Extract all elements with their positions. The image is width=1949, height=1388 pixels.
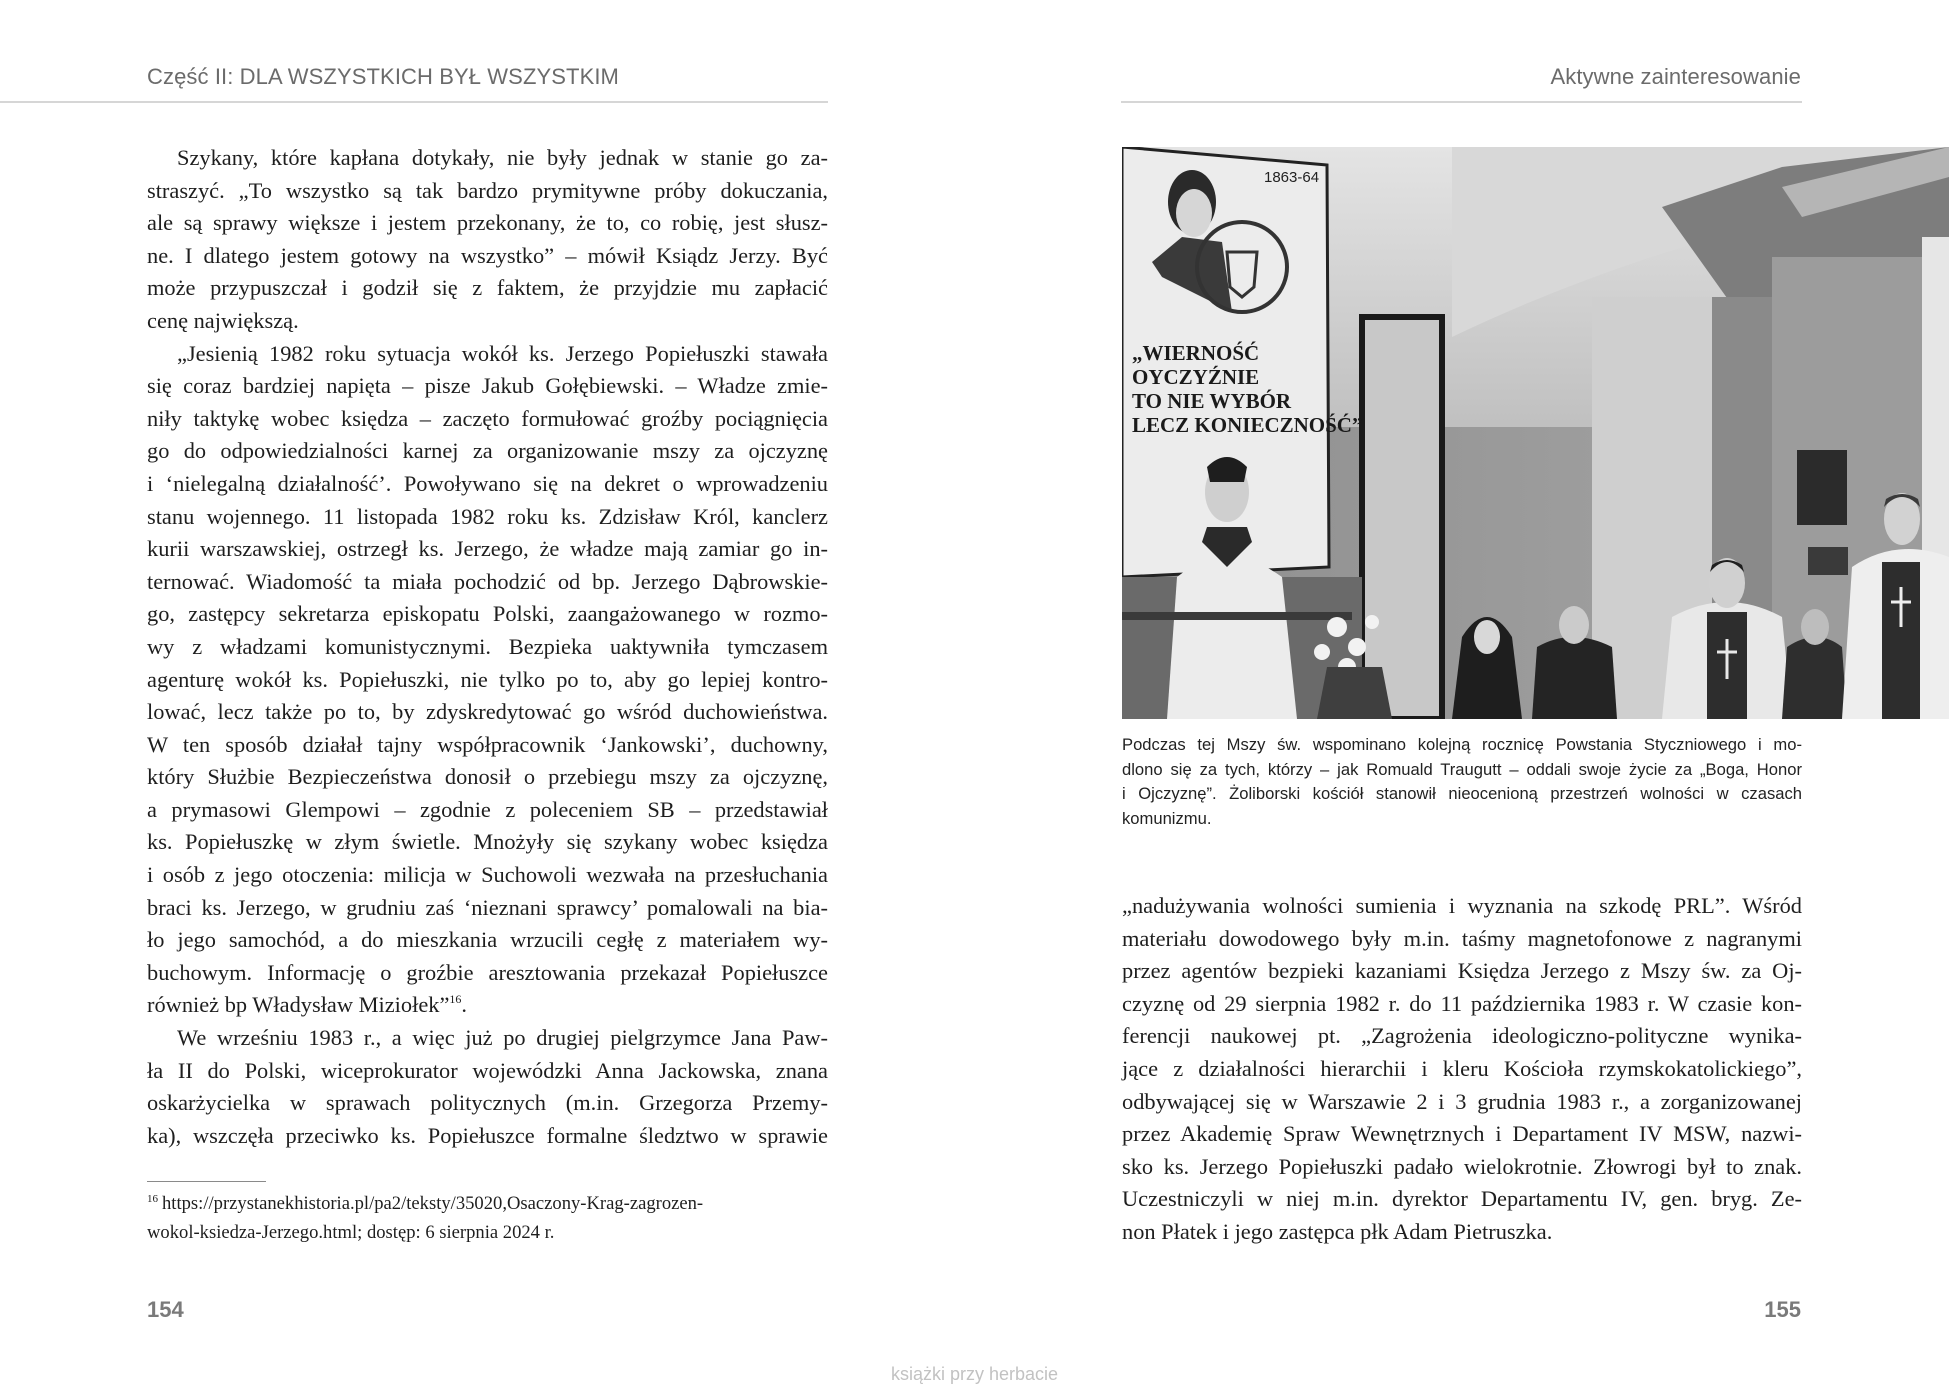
caption-line: dlono się za tych, którzy – jak Romuald Traugutt – oddali swoje życie za „Boga, Honor <box>1122 759 1802 779</box>
text-line: i ‘nielegalną działalność’. Powoływano się na dekret o wprowadzeniu <box>147 470 828 496</box>
text-line: jące z działalności hierarchii i kleru Kościoła rzymskokatolickiego”, <box>1122 1055 1802 1081</box>
caption-line: komunizmu. <box>1122 808 1212 828</box>
right-running-head: Aktywne zainteresowanie <box>1550 64 1801 89</box>
text-line: Szykany, które kapłana dotykały, nie były jednak w stanie go za- <box>177 145 828 170</box>
text-line: przez Akademię Spraw Wewnętrznych i Departament IV MSW, nazwi- <box>1122 1121 1802 1147</box>
text-line: braci ks. Jerzego, w grudniu zaś ‘nieznani sprawcy’ pomalowali na bia- <box>147 894 828 920</box>
footnote-rule <box>147 1181 266 1182</box>
text-line: buchowym. Informację o groźbie aresztowania przekazał Popiełuszce <box>147 959 828 985</box>
text-line: ka), wszczęła przeciwko ks. Popiełuszce formalne śledztwo w sprawie <box>147 1122 828 1148</box>
text-line: i osób z jego otoczenia: milicja w Suchowoli wezwała na przesłuchania <box>147 862 828 888</box>
text-line: a prymasowi Glempowi – zgodnie z poleceniem SB – przedstawiał <box>147 796 828 822</box>
text-line: go do odpowiedzialności karnej za organizowanie mszy za ojczyznę <box>147 438 828 464</box>
text-line: czyznę od 29 sierpnia 1982 r. do 11 października 1983 r. W czasie kon- <box>1122 990 1802 1016</box>
text-line: się coraz bardziej napięta – pisze Jakub Gołębiewski. – Władze zmie- <box>147 373 828 399</box>
text-line: ks. Popiełuszkę w złym świetle. Mnożyły się szykany wobec księdza <box>147 829 828 855</box>
text-line: straszyć. „To wszystko są tak bardzo prymitywne próby dokuczania, <box>147 177 828 203</box>
text-line: przez agentów bezpieki kazaniami Księdza Jerzego z Mszy św. za Oj- <box>1122 958 1802 984</box>
left-header-rule <box>0 101 828 103</box>
left-running-head: Część II: DLA WSZYSTKICH BYŁ WSZYSTKIM <box>147 64 619 89</box>
text-line: ła II do Polski, wiceprokurator wojewódzki Anna Jackowska, znana <box>147 1057 828 1083</box>
right-body-text <box>1122 890 1802 1249</box>
text-line: oskarżycielka w sprawach politycznych (m.in. Grzegorza Przemy- <box>147 1090 828 1116</box>
mass-photograph <box>1122 147 1949 719</box>
text-line: lować, lecz także po to, by zdyskredytować go wśród duchowieństwa. <box>147 699 828 725</box>
text-line: „nadużywania wolności sumienia i wyznania na szkodę PRL”. Wśród <box>1122 893 1802 918</box>
text-line: W ten sposób działał tajny współpracownik ‘Jankowski’, duchowny, <box>147 731 828 757</box>
text-line: może przypuszczał i godził się z faktem, że przyjdzie mu zapłacić <box>147 275 828 301</box>
page-number-right: 155 <box>1764 1297 1801 1322</box>
right-header-rule <box>1121 101 1802 103</box>
text-line: również bp Władysław Miziołek”$^{16}$. <box>147 992 468 1018</box>
caption-line: Podczas tej Mszy św. wspominano kolejną rocznicę Powstania Styczniowego i mo- <box>1122 735 1802 754</box>
text-line: ło jego samochód, a do mieszkania wrzucili cegłę z materiałem wy- <box>147 927 828 953</box>
text-line: agenturę wokół ks. Popiełuszki, nie tylko po to, aby go lepiej kontro- <box>147 666 828 692</box>
text-line: ne. I dlatego jestem gotowy na wszystko” – mówił Ksiądz Jerzy. Być <box>147 242 828 268</box>
footnote-line: $^{16}$ https://przystanekhistoria.pl/pa2/teksty/35020,Osaczony-Krag-zagrozen- <box>147 1193 704 1214</box>
text-line: ternować. Wiadomość ta miała pochodzić od bp. Jerzego Dąbrowskie- <box>147 568 828 594</box>
svg-text:LECZ KONIECZNOŚĆ”: LECZ KONIECZNOŚĆ” <box>1132 413 1363 437</box>
text-line: który Służbie Bezpieczeństwa donosił o przebiegu mszy za ojczyznę, <box>147 764 828 790</box>
text-line: ale są sprawy większe i jestem przekonany, że to, co robię, jest słusz- <box>147 210 828 236</box>
text-line: non Płatek i jego zastępca płk Adam Pietruszka. <box>1122 1218 1553 1244</box>
text-line: materiału dowodowego były m.in. taśmy magnetofonowe z nagranymi <box>1122 925 1802 951</box>
text-line: niły taktykę wobec księdza – zaczęto formułować groźby pociągnięcia <box>147 405 828 431</box>
text-line: wy z władzami komunistycznymi. Bezpieka uaktywniła tymczasem <box>147 633 828 659</box>
text-line: go, zastępcy sekretarza episkopatu Polski, zaangażowanego w rozmo- <box>147 601 828 627</box>
svg-text:1863-64: 1863-64 <box>1264 169 1320 186</box>
text-line: Uczestniczyli w niej m.in. dyrektor Departamentu IV, gen. bryg. Ze- <box>1122 1186 1802 1212</box>
watermark: książki przy herbacie <box>890 1364 1059 1384</box>
footnote <box>147 1189 828 1247</box>
footnote-number: 16 <box>147 1193 158 1205</box>
text-line: odbywającej się w Warszawie 2 i 3 grudnia 1983 r., a zorganizowanej <box>1122 1088 1802 1114</box>
text-line: cenę największą. <box>147 307 299 333</box>
left-body-text <box>147 142 828 1152</box>
footnote-reference[interactable]: 16 <box>449 992 462 1007</box>
text-line: „Jesienią 1982 roku sytuacja wokół ks. Jerzego Popiełuszki stawała <box>177 340 828 366</box>
text-line: ferencji naukowej pt. „Zagrożenia ideologiczno-polityczne wynika- <box>1122 1023 1802 1049</box>
footnote-line: wokol-ksiedza-Jerzego.html; dostęp: 6 sierpnia 2024 r. <box>147 1222 555 1243</box>
svg-text:„WIERNOŚĆ: „WIERNOŚĆ <box>1132 341 1260 365</box>
text-line: stanu wojennego. 11 listopada 1982 roku ks. Zdzisław Król, kanclerz <box>147 503 828 529</box>
svg-text:OYCZYŹNIE: OYCZYŹNIE <box>1132 365 1260 389</box>
text-line: kurii warszawskiej, ostrzegł ks. Jerzego, że władze mają zamiar go in- <box>147 536 828 562</box>
caption-line: i Ojczyznę”. Żoliborski kościół stanowił nieocenioną przestrzeń wolności w czasach <box>1122 784 1802 803</box>
page-number-left: 154 <box>147 1297 184 1322</box>
text-line: We wrześniu 1983 r., a więc już po drugiej pielgrzymce Jana Paw- <box>177 1025 828 1051</box>
photo-caption <box>1122 733 1802 831</box>
text-line: sko ks. Jerzego Popiełuszki padało wielokrotnie. Złowrogi był to znak. <box>1122 1153 1802 1179</box>
svg-text:TO NIE WYBÓR: TO NIE WYBÓR <box>1132 389 1292 413</box>
